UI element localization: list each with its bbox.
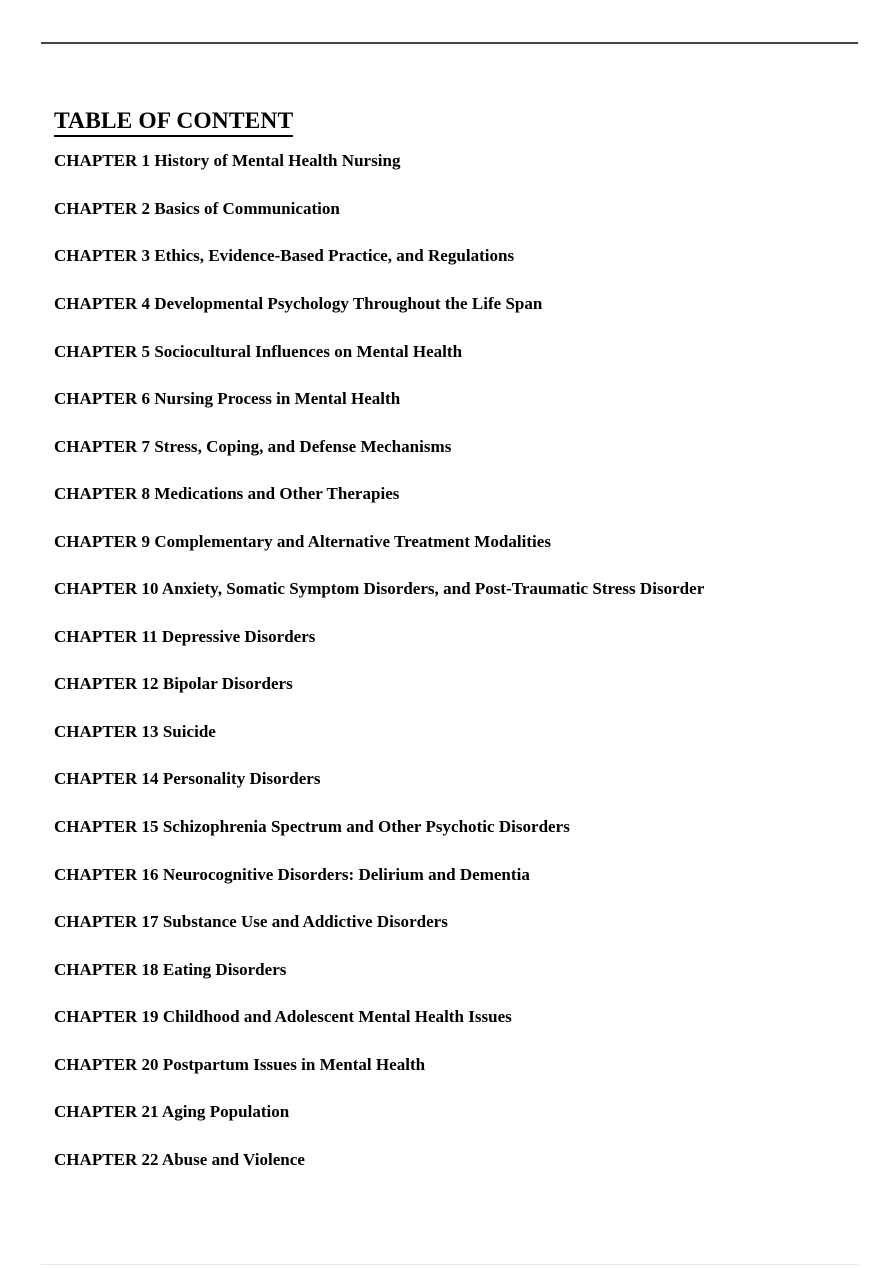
toc-entry-chapter-18[interactable]: CHAPTER 18 Eating Disorders [54,959,287,979]
toc-entry-chapter-20[interactable]: CHAPTER 20 Postpartum Issues in Mental Health [54,1054,426,1074]
toc-entry-chapter-22[interactable]: CHAPTER 22 Abuse and Violence [54,1149,305,1169]
toc-entry-chapter-14[interactable]: CHAPTER 14 Personality Disorders [54,769,321,789]
toc-entry-chapter-10[interactable]: CHAPTER 10 Anxiety, Somatic Symptom Disorders, and Post-Traumatic Stress Disorder [54,579,705,599]
toc-entry-chapter-9[interactable]: CHAPTER 9 Complementary and Alternative Treatment Modalities [54,531,551,551]
toc-entry-chapter-5[interactable]: CHAPTER 5 Sociocultural Influences on Mental Health [54,341,463,361]
toc-entry-chapter-3[interactable]: CHAPTER 3 Ethics, Evidence-Based Practice, and Regulations [54,246,515,266]
toc-entry-chapter-19[interactable]: CHAPTER 19 Childhood and Adolescent Mental Health Issues [54,1007,512,1027]
toc-entry-list [54,151,844,1170]
toc-entry-chapter-2[interactable]: CHAPTER 2 Basics of Communication [54,198,340,218]
toc-entry-chapter-8[interactable]: CHAPTER 8 Medications and Other Therapies [54,484,400,504]
toc-entry-chapter-21[interactable]: CHAPTER 21 Aging Population [54,1102,290,1122]
table-of-contents [54,108,844,1170]
toc-entry-chapter-7[interactable]: CHAPTER 7 Stress, Coping, and Defense Mechanisms [54,436,452,456]
toc-entry-chapter-1[interactable]: CHAPTER 1 History of Mental Health Nursing [54,151,401,171]
toc-entry-chapter-16[interactable]: CHAPTER 16 Neurocognitive Disorders: Delirium and Dementia [54,864,530,884]
header-rule [41,42,858,44]
toc-entry-chapter-11[interactable]: CHAPTER 11 Depressive Disorders [54,626,316,646]
page-title: TABLE OF CONTENT [54,108,293,137]
toc-entry-chapter-15[interactable]: CHAPTER 15 Schizophrenia Spectrum and Other Psychotic Disorders [54,816,570,836]
toc-entry-chapter-4[interactable]: CHAPTER 4 Developmental Psychology Throughout the Life Span [54,293,543,313]
toc-entry-chapter-13[interactable]: CHAPTER 13 Suicide [54,721,216,741]
toc-entry-chapter-6[interactable]: CHAPTER 6 Nursing Process in Mental Health [54,389,401,409]
toc-entry-chapter-17[interactable]: CHAPTER 17 Substance Use and Addictive Disorders [54,912,448,932]
toc-entry-chapter-12[interactable]: CHAPTER 12 Bipolar Disorders [54,674,293,694]
footer-rule [41,1264,858,1265]
